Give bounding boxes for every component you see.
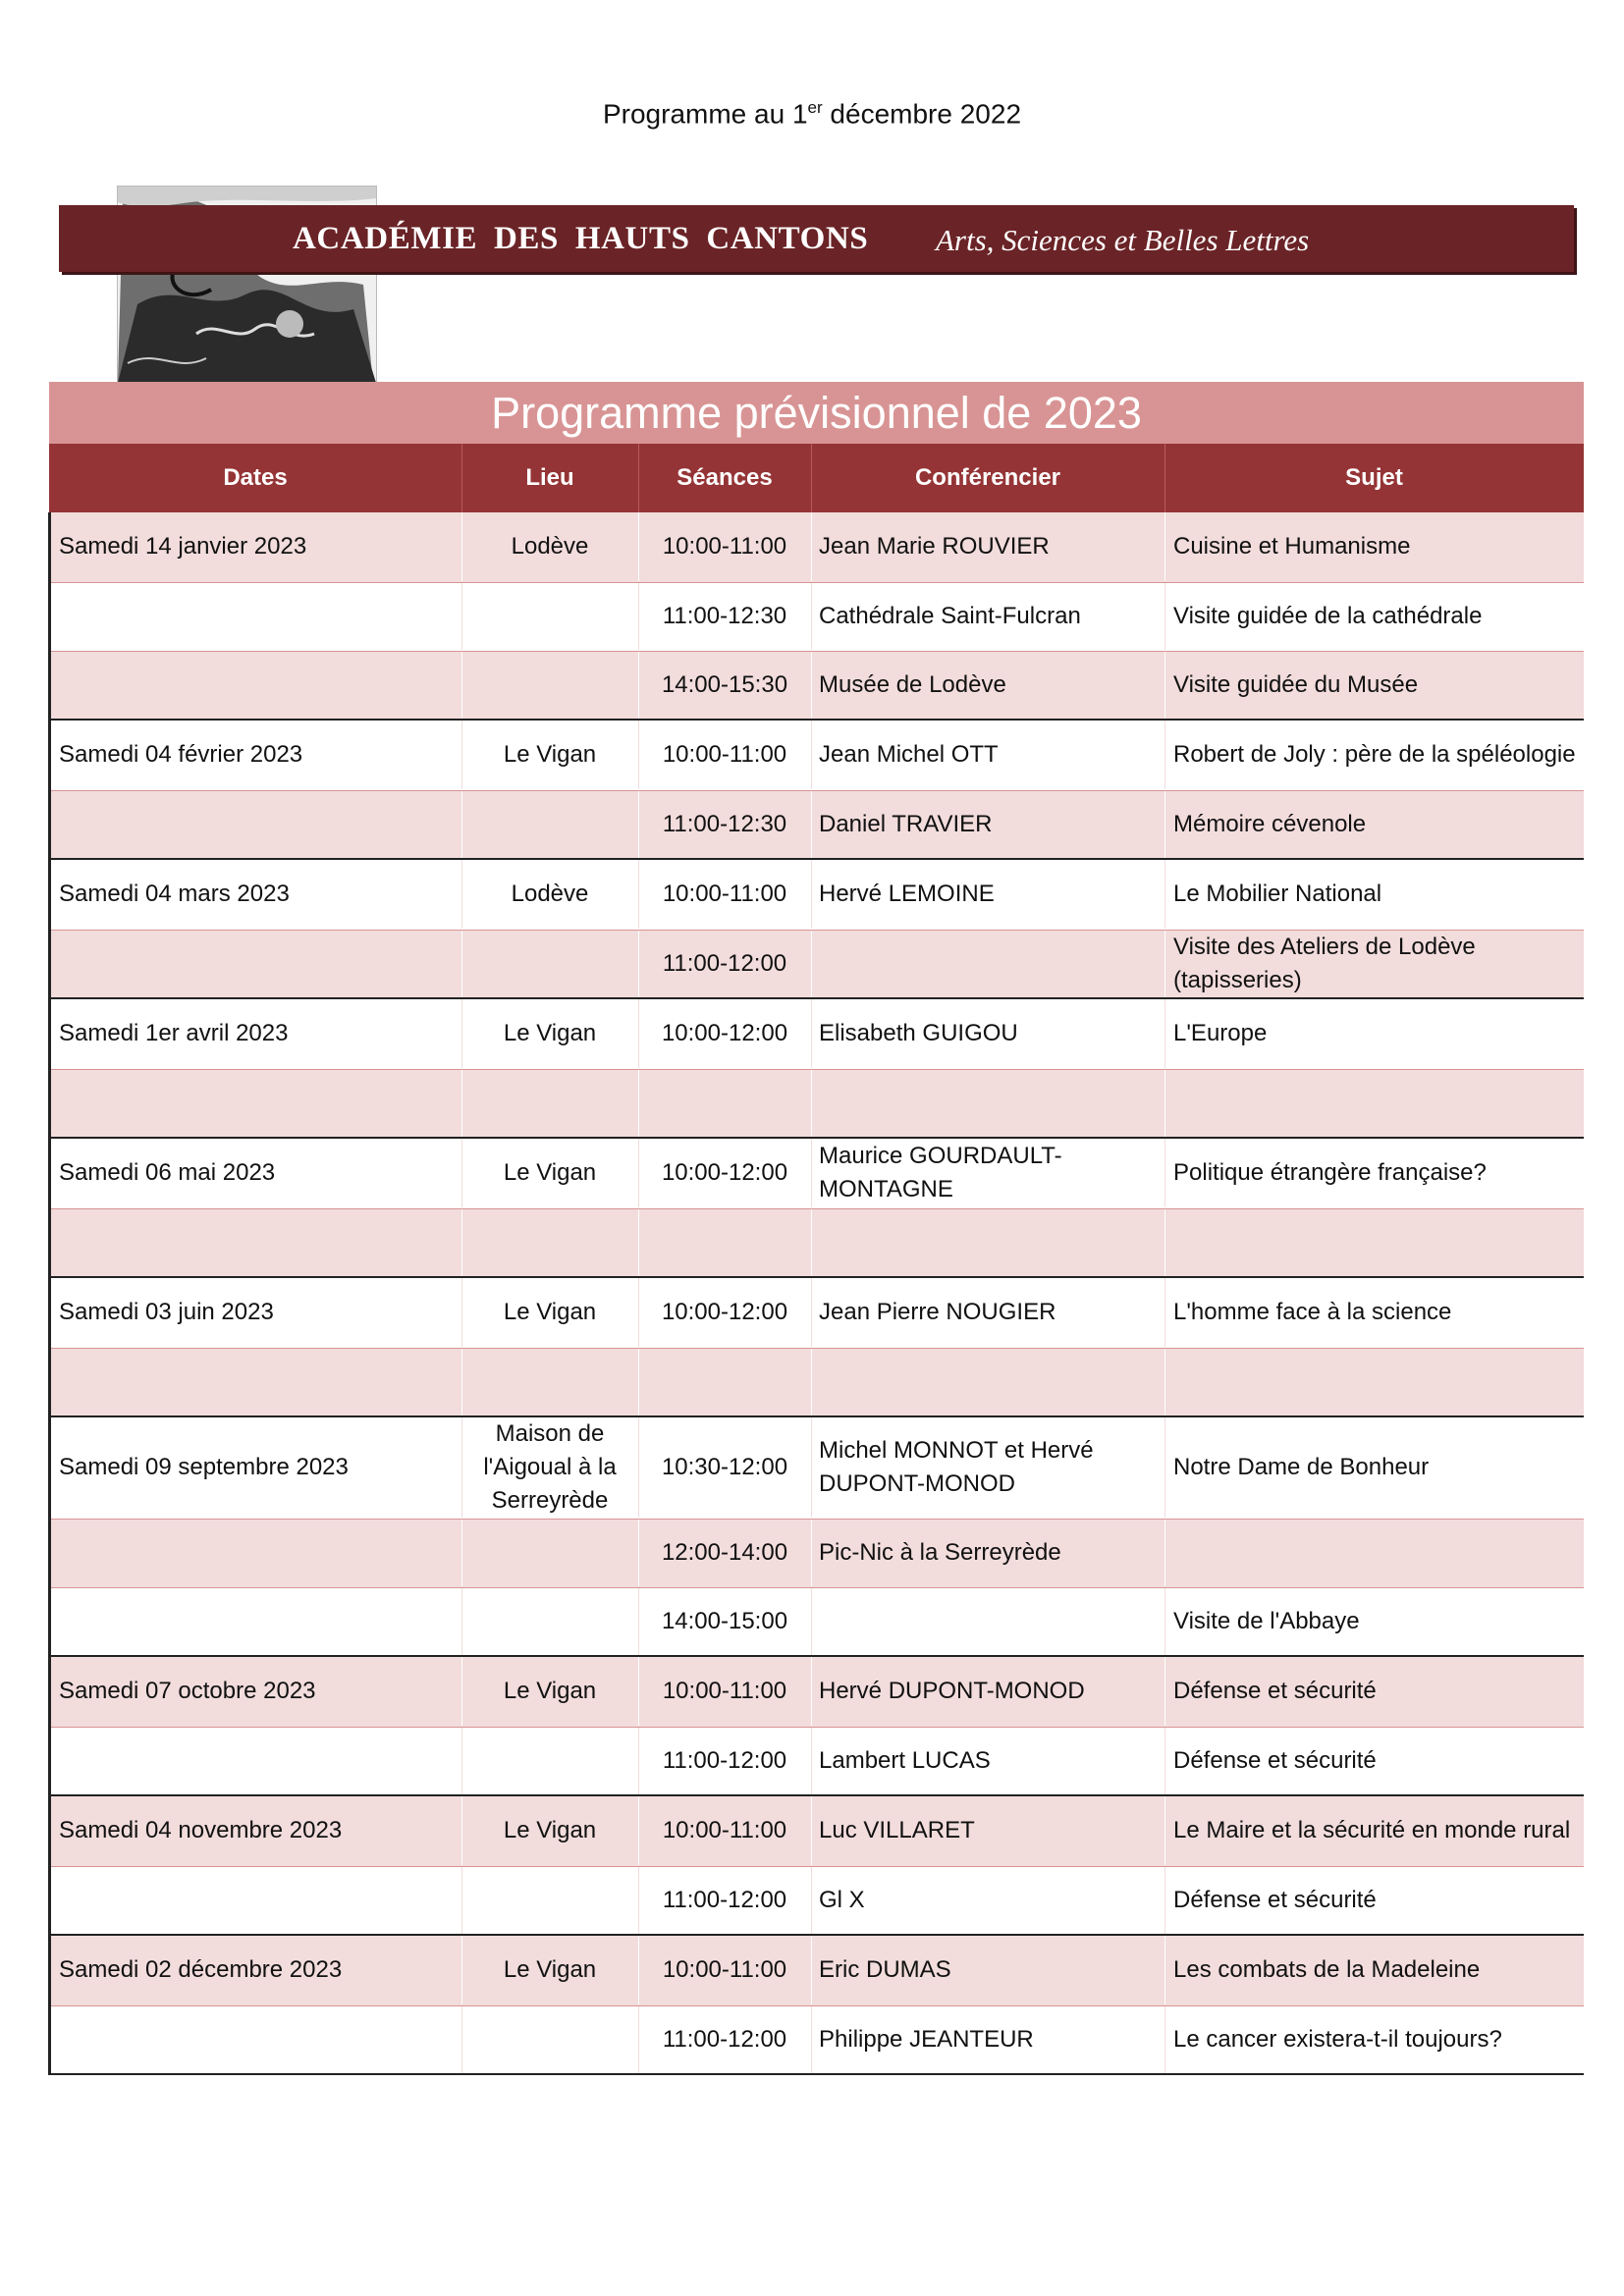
date-cell: Samedi 02 décembre 2023	[59, 1956, 343, 1983]
lieu-cell	[461, 1349, 638, 1415]
seance-cell	[638, 1209, 811, 1276]
table-row	[49, 1728, 1584, 1796]
conferencier-cell: Jean Pierre NOUGIER	[819, 1299, 1056, 1325]
column-separator	[811, 999, 812, 1068]
lieu-cell	[461, 1728, 638, 1794]
date-cell	[59, 1209, 452, 1276]
table-row	[49, 1349, 1584, 1417]
conferencier-cell: Eric DUMAS	[819, 1956, 951, 1983]
lieu-cell: Le Vigan	[503, 1956, 597, 1983]
seance-cell: 11:00-12:00	[662, 1747, 787, 1774]
conferencier-cell: Philippe JEANTEUR	[819, 2026, 1034, 2053]
column-separator	[811, 652, 812, 719]
column-separator	[811, 1588, 812, 1655]
sujet-cell: Le Maire et la sécurité en monde rural	[1173, 1817, 1571, 1843]
table-row	[49, 999, 1584, 1070]
column-separator	[1164, 1657, 1165, 1726]
column-separator	[1164, 931, 1165, 997]
lieu-cell	[461, 1070, 638, 1137]
column-separator	[811, 2006, 812, 2073]
table-row	[49, 860, 1584, 931]
header-dates: Dates	[223, 464, 288, 491]
table-row	[49, 1209, 1584, 1278]
sujet-cell: L'homme face à la science	[1173, 1299, 1452, 1325]
date-cell	[59, 1588, 452, 1655]
sujet-cell: Le Mobilier National	[1173, 881, 1382, 907]
seance-cell: 10:00-12:00	[661, 1159, 788, 1186]
column-separator	[811, 721, 812, 789]
column-separator	[811, 512, 812, 581]
column-separator	[1164, 2006, 1165, 2073]
conferencier-cell: Hervé LEMOINE	[819, 881, 995, 907]
seance-cell: 11:00-12:00	[662, 1887, 787, 1913]
sujet-cell: Notre Dame de Bonheur	[1173, 1454, 1430, 1480]
lieu-cell	[461, 1209, 638, 1276]
conferencier-cell	[819, 1070, 1163, 1137]
date-cell: Samedi 04 mars 2023	[59, 881, 290, 907]
date-cell	[59, 1867, 452, 1934]
date-cell	[59, 2006, 452, 2073]
column-separator	[811, 1520, 812, 1586]
date-cell	[59, 1520, 452, 1586]
document-date-note: Programme au 1er décembre 2022	[602, 98, 1022, 130]
seance-cell: 10:00-11:00	[662, 881, 787, 907]
column-separator	[811, 1796, 812, 1865]
column-separator	[811, 860, 812, 929]
date-cell: Samedi 1er avril 2023	[59, 1020, 289, 1046]
conferencier-cell: Hervé DUPONT-MONOD	[819, 1678, 1085, 1704]
seance-cell: 10:00-11:00	[662, 1817, 787, 1843]
seance-cell: 10:00-11:00	[662, 1956, 787, 1983]
date-cell	[59, 1728, 452, 1794]
conferencier-cell: Jean Michel OTT	[819, 741, 999, 768]
table-row	[49, 2006, 1584, 2075]
date-cell	[59, 1349, 452, 1415]
column-separator	[811, 1417, 812, 1518]
seance-cell: 10:00-11:00	[662, 533, 787, 560]
lieu-cell: Le Vigan	[503, 1020, 597, 1046]
date-cell	[59, 652, 452, 719]
conferencier-cell	[819, 1588, 1163, 1655]
column-separator	[811, 1657, 812, 1726]
seance-cell: 10:00-11:00	[662, 741, 787, 768]
table-row	[49, 1936, 1584, 2006]
date-cell: Samedi 14 janvier 2023	[59, 533, 307, 560]
lieu-cell	[461, 1867, 638, 1934]
sujet-cell: Les combats de la Madeleine	[1173, 1956, 1481, 1983]
lieu-cell: Maison de l'Aigoual à la Serreyrède	[483, 1420, 617, 1514]
programme-title: Programme prévisionnel de 2023	[49, 382, 1584, 444]
column-separator	[1164, 1936, 1165, 2004]
conferencier-cell: Musée de Lodève	[819, 671, 1006, 698]
sujet-cell: Visite des Ateliers de Lodève (tapisseries)	[1173, 934, 1476, 993]
lieu-cell	[461, 583, 638, 650]
column-separator	[1164, 1278, 1165, 1347]
date-cell	[59, 931, 452, 997]
table-row	[49, 1657, 1584, 1728]
sujet-cell	[1173, 1070, 1576, 1137]
seance-cell	[638, 1349, 811, 1415]
conferencier-cell: Gl X	[819, 1887, 865, 1913]
table-header	[49, 444, 1584, 512]
lieu-cell	[461, 931, 638, 997]
header-lieu: Lieu	[525, 464, 574, 491]
column-separator	[1164, 1139, 1165, 1207]
table-row	[49, 721, 1584, 791]
conferencier-cell	[819, 1209, 1163, 1276]
column-separator	[811, 931, 812, 997]
column-separator	[1164, 1070, 1165, 1137]
header-sujet: Sujet	[1345, 464, 1403, 491]
academy-motto: Arts, Sciences et Belles Lettres	[936, 223, 1310, 257]
sujet-cell: Visite guidée de la cathédrale	[1173, 603, 1483, 629]
column-separator	[1164, 1796, 1165, 1865]
sujet-cell	[1173, 1349, 1576, 1415]
column-separator	[811, 791, 812, 858]
column-separator	[1164, 1349, 1165, 1415]
seance-cell: 10:00-12:00	[661, 1299, 788, 1325]
column-separator	[1164, 1520, 1165, 1586]
column-separator	[811, 1139, 812, 1207]
sujet-cell: Robert de Joly : père de la spéléologie	[1173, 741, 1576, 768]
column-separator	[811, 1209, 812, 1276]
conferencier-cell	[819, 931, 1163, 997]
conferencier-cell: Lambert LUCAS	[819, 1747, 991, 1774]
seance-cell: 11:00-12:00	[662, 950, 787, 977]
academy-banner	[59, 205, 1574, 272]
seance-cell: 11:00-12:30	[662, 603, 787, 629]
column-separator	[1164, 1417, 1165, 1518]
seance-cell	[638, 1070, 811, 1137]
date-cell: Samedi 04 février 2023	[59, 741, 303, 768]
seance-cell: 10:00-11:00	[662, 1678, 787, 1704]
table-row	[49, 1520, 1584, 1588]
column-separator	[1164, 1728, 1165, 1794]
lieu-cell: Le Vigan	[503, 1299, 597, 1325]
date-cell: Samedi 03 juin 2023	[59, 1299, 274, 1325]
sujet-cell: Mémoire cévenole	[1173, 811, 1367, 837]
conferencier-cell: Jean Marie ROUVIER	[819, 533, 1050, 560]
column-separator	[811, 1349, 812, 1415]
column-separator	[1164, 721, 1165, 789]
seance-cell: 14:00-15:00	[661, 1608, 788, 1634]
conferencier-cell: Elisabeth GUIGOU	[819, 1020, 1018, 1046]
lieu-cell: Le Vigan	[503, 741, 597, 768]
lieu-cell	[461, 652, 638, 719]
column-separator	[1164, 1588, 1165, 1655]
date-cell	[59, 791, 452, 858]
column-separator	[811, 1936, 812, 2004]
conferencier-cell: Pic-Nic à la Serreyrède	[819, 1539, 1061, 1566]
sujet-cell	[1173, 1209, 1576, 1276]
conferencier-cell: Daniel TRAVIER	[819, 811, 993, 837]
table-row	[49, 583, 1584, 652]
date-cell: Samedi 09 septembre 2023	[59, 1454, 349, 1480]
seance-cell: 10:30-12:00	[661, 1454, 788, 1480]
lieu-cell	[461, 1520, 638, 1586]
conferencier-cell	[819, 1349, 1163, 1415]
date-cell: Samedi 06 mai 2023	[59, 1159, 276, 1186]
seance-cell: 14:00-15:30	[661, 671, 788, 698]
date-cell: Samedi 07 octobre 2023	[59, 1678, 316, 1704]
conferencier-cell: Michel MONNOT et Hervé DUPONT-MONOD	[819, 1437, 1094, 1497]
lieu-cell: Le Vigan	[503, 1817, 597, 1843]
column-separator	[811, 583, 812, 650]
lieu-cell: Lodève	[511, 533, 589, 560]
lieu-cell	[461, 791, 638, 858]
table-row	[49, 1278, 1584, 1349]
table-row	[49, 791, 1584, 860]
lieu-cell	[461, 2006, 638, 2073]
sujet-cell: L'Europe	[1173, 1020, 1268, 1046]
conferencier-cell: Luc VILLARET	[819, 1817, 975, 1843]
table-row	[49, 1417, 1584, 1520]
academy-name: ACADÉMIE DES HAUTS CANTONS	[293, 221, 869, 256]
table-row	[49, 1796, 1584, 1867]
table-row	[49, 652, 1584, 721]
date-cell	[59, 1070, 452, 1137]
column-separator	[811, 1278, 812, 1347]
header-seances: Séances	[677, 464, 773, 491]
seance-cell: 11:00-12:00	[662, 2026, 787, 2053]
column-separator	[811, 1867, 812, 1934]
column-separator	[1164, 652, 1165, 719]
column-separator	[1164, 1867, 1165, 1934]
column-separator	[811, 1070, 812, 1137]
sujet-cell: Politique étrangère française?	[1173, 1159, 1487, 1186]
date-cell: Samedi 04 novembre 2023	[59, 1817, 343, 1843]
table-row	[49, 1070, 1584, 1139]
sujet-cell: Le cancer existera-t-il toujours?	[1173, 2026, 1502, 2053]
table-left-border	[48, 512, 51, 2075]
table-row	[49, 512, 1584, 583]
table-row	[49, 931, 1584, 999]
sujet-cell: Cuisine et Humanisme	[1173, 533, 1411, 560]
table-row	[49, 1867, 1584, 1936]
column-separator	[811, 1728, 812, 1794]
column-separator	[1164, 1209, 1165, 1276]
seance-cell: 10:00-12:00	[661, 1020, 788, 1046]
sujet-cell	[1173, 1520, 1576, 1586]
table-row	[49, 1588, 1584, 1657]
column-separator	[1164, 999, 1165, 1068]
sujet-cell: Visite de l'Abbaye	[1173, 1608, 1360, 1634]
seance-cell: 11:00-12:30	[662, 811, 787, 837]
column-separator	[1164, 583, 1165, 650]
lieu-cell	[461, 1588, 638, 1655]
column-separator	[1164, 791, 1165, 858]
column-separator	[1164, 512, 1165, 581]
conferencier-cell: Cathédrale Saint-Fulcran	[819, 603, 1081, 629]
header-conferencier: Conférencier	[914, 464, 1061, 491]
conferencier-cell: Maurice GOURDAULT-MONTAGNE	[819, 1143, 1062, 1202]
lieu-cell: Le Vigan	[503, 1159, 597, 1186]
date-cell	[59, 583, 452, 650]
sujet-cell: Défense et sécurité	[1173, 1887, 1377, 1913]
sujet-cell: Défense et sécurité	[1173, 1678, 1377, 1704]
table-row	[49, 1139, 1584, 1209]
column-separator	[1164, 860, 1165, 929]
seance-cell: 12:00-14:00	[661, 1539, 788, 1566]
lieu-cell: Le Vigan	[503, 1678, 597, 1704]
lieu-cell: Lodève	[511, 881, 589, 907]
sujet-cell: Visite guidée du Musée	[1173, 671, 1419, 698]
sujet-cell: Défense et sécurité	[1173, 1747, 1377, 1774]
